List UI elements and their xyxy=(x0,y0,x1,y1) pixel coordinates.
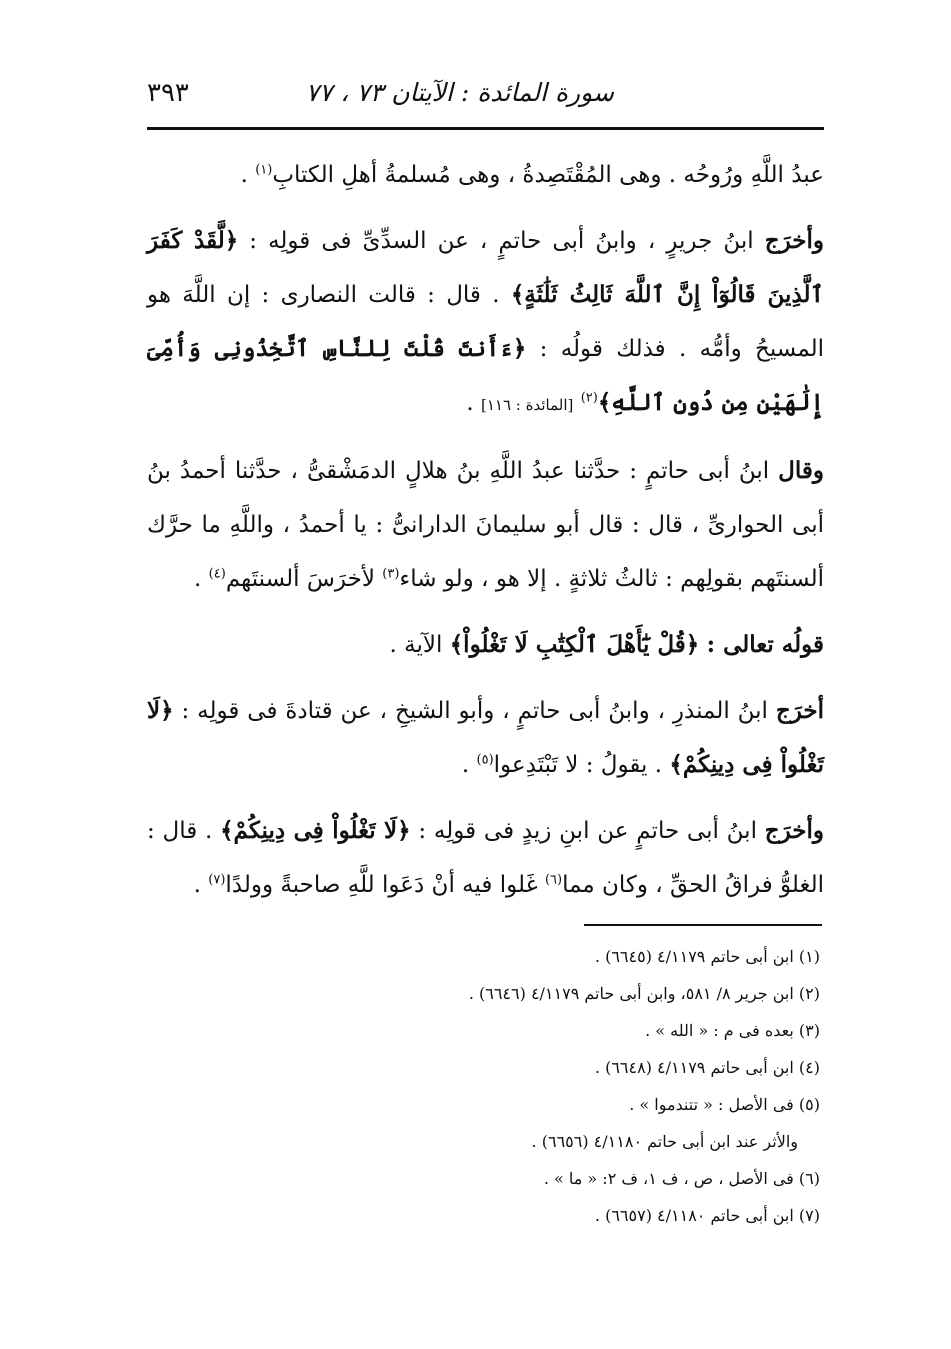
text-run: غَلوا فيه أنْ دَعَوا للَّهِ صاحبةً وولدًا xyxy=(225,872,545,898)
paragraph xyxy=(147,148,824,202)
text-run: ابنُ جريرٍ ، وابنُ أبى حاتمٍ ، عن السدِّىِّ فى قولِه : xyxy=(238,228,765,254)
quran-quote: ﴿قُلْ يَٰٓأَهْلَ ٱلْكِتَٰبِ لَا تَغْلُواْ﴾ xyxy=(449,631,700,658)
paragraph xyxy=(147,214,824,432)
footnote: (١) ابن أبى حاتم ٤/١١٧٩ (٦٦٤٥) . xyxy=(594,947,820,966)
footnotes xyxy=(260,938,820,1234)
page-number: ٣٩٣ xyxy=(147,78,189,108)
text-run: لأخرَسَ ألسنتَهم xyxy=(225,566,383,592)
verse-reference: [المائدة : ١١٦] xyxy=(481,396,574,414)
quran-quote: ﴿لَا تَغْلُواْ فِى دِينِكُمْ﴾ xyxy=(147,697,824,778)
text-run: . xyxy=(193,872,209,898)
footnote: (٣) بعده فى م : « الله » . xyxy=(645,1021,820,1040)
page-header xyxy=(147,70,824,126)
text-run: . xyxy=(240,162,256,188)
text-run: . xyxy=(466,390,481,416)
paragraph xyxy=(147,444,824,606)
main-text xyxy=(147,148,824,924)
text-run: الآية . xyxy=(389,632,450,658)
text-run: ابنُ أبى حاتمٍ عن ابنِ زيدٍ فى قولِه : xyxy=(410,818,765,844)
text-run xyxy=(573,390,580,416)
footnote: والأثر عند ابن أبى حاتم ٤/١١٨٠ (٦٦٥٦) . xyxy=(531,1132,798,1151)
header-rule xyxy=(147,127,824,130)
footnote: (٢) ابن جرير ٨/ ٥٨١، وابن أبى حاتم ٤/١١٧٩ (٦٦٤٦) . xyxy=(468,984,820,1003)
paragraph-lead: وأخرَج xyxy=(764,227,824,254)
text-run xyxy=(699,632,706,658)
footnote-marker: (٣) xyxy=(382,566,400,582)
footnote-marker: (٥) xyxy=(476,752,494,768)
text-run: . xyxy=(194,566,209,592)
paragraph-lead: وأخرَج xyxy=(764,817,824,844)
text-run: . قال : قالت النصارى : إن اللَّهَ هو المسيحُ وأمُّه . فذلك قولُه : xyxy=(147,282,825,362)
footnote-marker: (٦) xyxy=(544,872,563,888)
footnote-marker: (٢) xyxy=(580,390,598,406)
quran-quote: ﴿ءَأَنتَ قُلْتَ لِلنَّاسِ ٱتَّخِذُونِى وَأُمِّىَ إِلَٰهَيْنِ مِن دُونِ ٱللَّهِ﴾ xyxy=(147,335,824,416)
paragraph-lead: أخرَج xyxy=(775,697,824,724)
text-run: ابنُ أبى حاتمٍ : حدَّثنا عبدُ اللَّهِ بنُ هلالٍ الدمَشْقىُّ ، حدَّثنا أحمدُ بنُ أبى الحوارىِّ ، قال : قال أبو سليمانَ الدارانىُّ : يا أحمدُ ، واللَّهِ ما حرَّك ألسنتَهم بقولِهم : ثالثُ ثلاثةٍ . إلا هو ، ولو شاء xyxy=(147,458,824,592)
paragraph-lead: وقال xyxy=(778,457,824,484)
paragraph xyxy=(147,684,824,792)
text-run: . يقولُ : لا تَبْتَدِعوا xyxy=(493,752,670,778)
footnote: (٧) ابن أبى حاتم ٤/١١٨٠ (٦٦٥٧) . xyxy=(594,1206,820,1225)
text-run: . xyxy=(461,752,477,778)
footnote: (٤) ابن أبى حاتم ٤/١١٧٩ (٦٦٤٨) . xyxy=(594,1058,820,1077)
text-run: ابنُ المنذرِ ، وابنُ أبى حاتمٍ ، وأبو الشيخِ ، عن قتادةَ فى قولِه : xyxy=(173,698,776,724)
quran-quote: ﴿لَا تَغْلُواْ فِى دِينِكُمْ﴾ xyxy=(220,817,411,844)
footnote-separator xyxy=(584,924,822,926)
paragraph xyxy=(147,618,824,672)
text-run: عبدُ اللَّهِ ورُوحُه . وهى المُقْتَصِدةُ ، وهى مُسلمةُ أهلِ الكتابِ xyxy=(272,162,824,188)
quran-quote: ﴿لَّقَدْ كَفَرَ ٱلَّذِينَ قَالُوٓاْ إِنَّ ٱللَّهَ ثَالِثُ ثَلَٰثَةٍ﴾ xyxy=(147,227,824,308)
paragraph xyxy=(147,804,824,912)
text-run: . قال : الغلوُّ فراقُ الحقِّ ، وكان مما xyxy=(147,818,824,898)
paragraph-lead: قولُه تعالى : xyxy=(706,631,824,658)
footnote-marker: (٧) xyxy=(208,872,226,888)
footnote: (٦) فى الأصل ، ص ، ف ١، ف ٢: « ما » . xyxy=(543,1169,820,1188)
running-title: سورة المائدة : الآيتان ٧٣ ، ٧٧ xyxy=(305,78,614,107)
footnote-marker: (٤) xyxy=(208,566,226,582)
footnote: (٥) فى الأصل : « تتندموا » . xyxy=(629,1095,820,1114)
footnote-marker: (١) xyxy=(255,162,273,178)
